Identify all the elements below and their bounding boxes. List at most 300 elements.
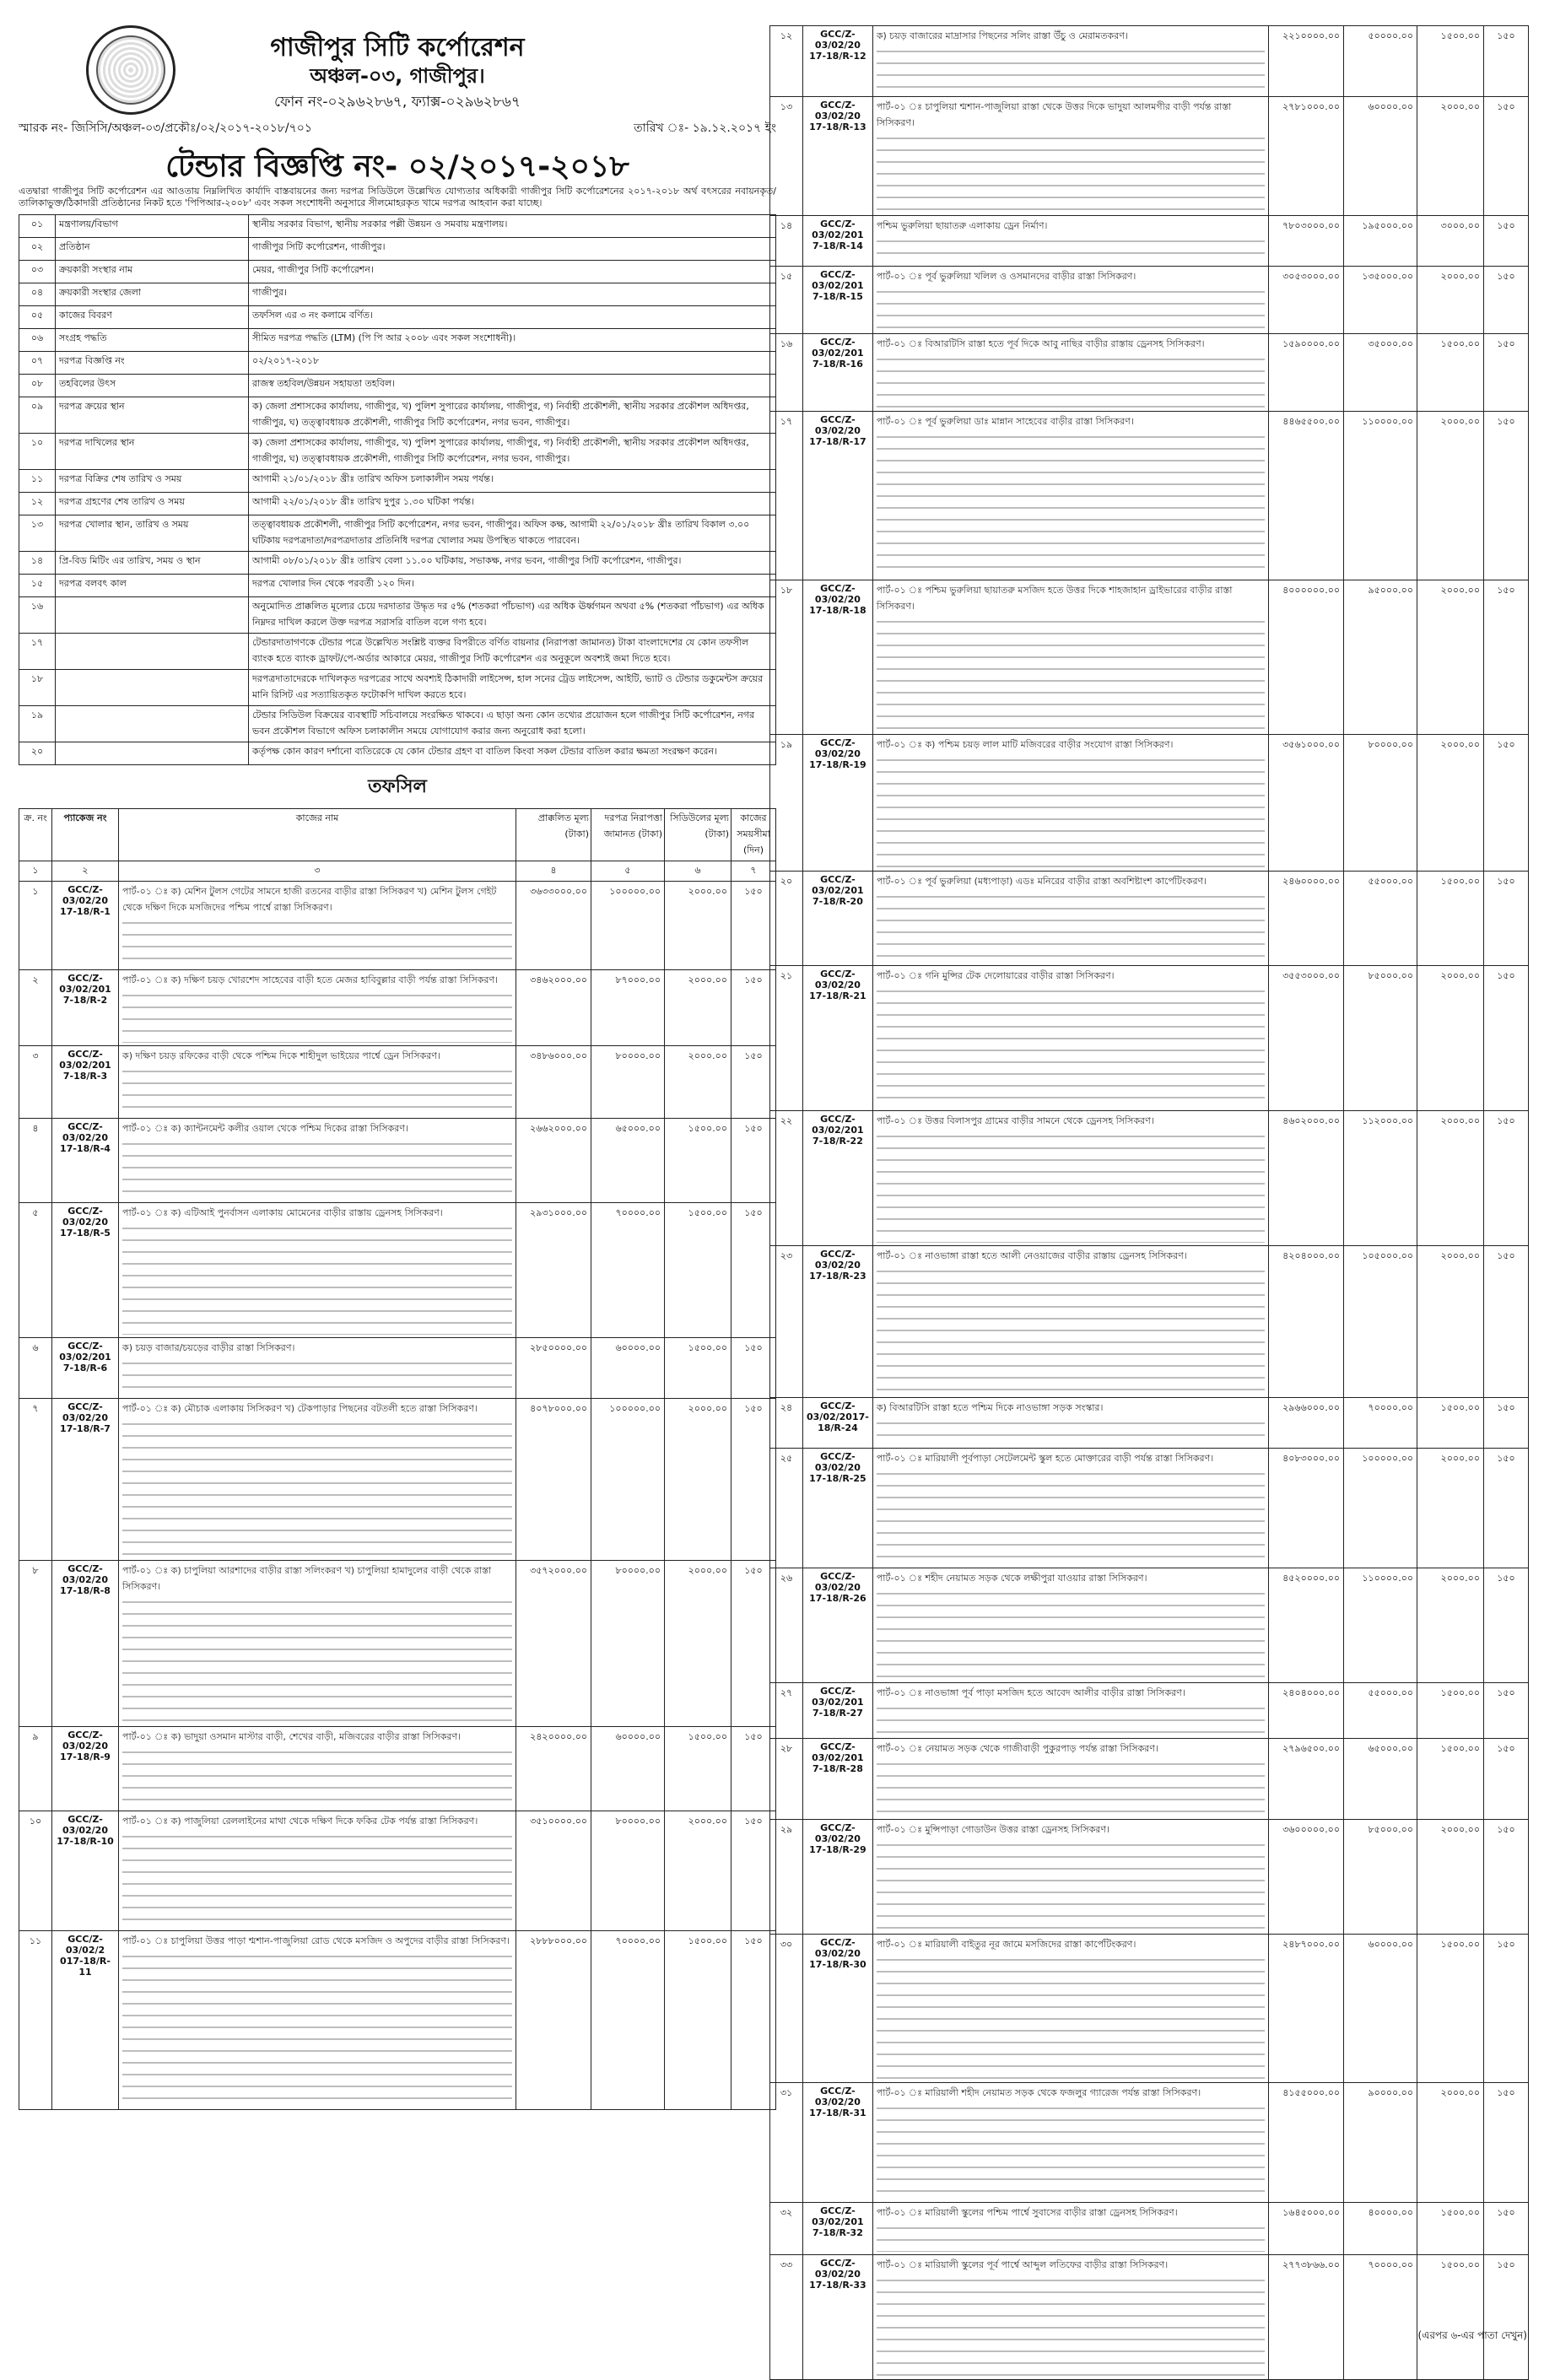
- work-description-cell: [119, 1119, 516, 1203]
- work-description-text: পার্ট-০১ ঃ নাওভাঙ্গা পূর্ব পাড়া মসজিদ হতে আবেদ আলীর বাড়ীর রাস্তা সিসিকরণ।: [876, 1687, 1185, 1698]
- estimated-cost-cell: ২৮৮৮০০০.০০: [516, 1931, 591, 2110]
- estimated-cost-cell: ২৭৯৬৫০০.০০: [1269, 1739, 1344, 1820]
- serial-cell: ৩৩: [770, 2255, 803, 2380]
- info-serial: ০৩: [19, 261, 56, 283]
- duration-cell: ১৫০: [1484, 1111, 1529, 1246]
- work-description-cell: [872, 1246, 1268, 1398]
- table-row: [770, 412, 1529, 580]
- estimated-cost-cell: ২৪৬০০০০.০০: [1269, 872, 1344, 966]
- work-description-cell: [119, 1046, 516, 1119]
- info-key: দরপত্র বলবৎ কাল: [56, 575, 249, 597]
- work-description-text: পার্ট-০১ ঃ পূর্ব ভুরুলিয়া (মধ্যপাড়া) এডঃ মনিরের বাড়ীর রাস্তা অবশিষ্টাংশ কার্পেটিংকরণ।: [876, 876, 1207, 887]
- estimated-cost-cell: ৩০৫৩০০০.০০: [1269, 267, 1344, 334]
- duration-cell: ১৫০: [732, 1811, 776, 1931]
- work-description-continuation: [122, 1222, 512, 1335]
- serial-cell: ৩২: [770, 2203, 803, 2255]
- duration-cell: ১৫০: [1484, 872, 1529, 966]
- security-deposit-cell: ৯০০০০.০০: [1344, 2083, 1417, 2203]
- security-deposit-cell: ৭০০০০.০০: [1344, 2255, 1417, 2380]
- colnum: ১: [19, 861, 52, 882]
- package-no-cell: GCC/Z-03/02/20 17-18/R-29: [803, 1820, 873, 1935]
- info-serial: ০৮: [19, 375, 56, 397]
- duration-cell: ১৫০: [732, 1046, 776, 1119]
- work-description-cell: [872, 267, 1268, 334]
- info-value: কর্তৃপক্ষ কোন কারণ দর্শানো ব্যতিরেকে যে কোন টেন্ডার গ্রহণ বা বাতিল কিংবা সকল টেন্ডার বাতিল করার ক্ষমতা সংরক্ষণ করেন।: [249, 742, 776, 765]
- security-deposit-cell: ৭০০০০.০০: [591, 1203, 665, 1338]
- info-row: [19, 706, 776, 742]
- work-description-cell: [119, 1203, 516, 1338]
- package-no-cell: GCC/Z-03/02/20 17-18/R-8: [52, 1561, 119, 1727]
- work-description-cell: [872, 2083, 1268, 2203]
- serial-cell: ২১: [770, 966, 803, 1111]
- info-value: দরপত্রদাতাদেরকে দাখিলকৃত দরপত্রের সাথে অবশ্যই ঠিকাদারী লাইসেন্স, হাল সনের ট্রেড লাইসেন্স, আইটি, ভ্যাট ও টেন্ডার ডকুমেন্টস ক্রয়ের মানি রিসিট এর সত্যায়িতকৃত ফটোকপি দাখিল করতে হবে।: [249, 670, 776, 706]
- info-row: [19, 329, 776, 352]
- work-description-continuation: [877, 132, 1265, 213]
- schedule-price-cell: ২০০০.০০: [1417, 97, 1484, 216]
- zone-name: অঞ্চল-০৩, গাজীপুর।: [310, 64, 485, 88]
- schedule-price-cell: ২০০০.০০: [1417, 1449, 1484, 1568]
- security-deposit-cell: ৫০০০০.০০: [1344, 26, 1417, 97]
- security-deposit-cell: ৬৫০০০.০০: [1344, 1739, 1417, 1820]
- table-row: [770, 2083, 1529, 2203]
- header-package: প্যাকেজ নং: [52, 809, 119, 861]
- table-row: [770, 580, 1529, 735]
- security-deposit-cell: ১০০০০০.০০: [591, 882, 665, 970]
- schedule-price-cell: ১৫০০.০০: [665, 1727, 732, 1811]
- work-description-text: পার্ট-০১ ঃ ক) মেশিন টুলস গেটের সামনে হাজী রতনের বাড়ীর রাস্তা সিসিকরণ খ) মেশিন টুলস গেইট থেকে দক্ষিণ দিকে মসজিদের পশ্চিম পার্শ্বে রাস্তা সিসিকরণ।: [122, 886, 497, 913]
- package-no-cell: GCC/Z-03/02/201 7-18/R-16: [803, 334, 873, 412]
- schedule-price-cell: ১৫০০.০০: [1417, 334, 1484, 412]
- info-row: [19, 375, 776, 397]
- duration-cell: ১৫০: [732, 1338, 776, 1399]
- table-row: [770, 735, 1529, 872]
- info-key: [56, 597, 249, 634]
- table-row: [770, 872, 1529, 966]
- security-deposit-cell: ৭০০০০.০০: [1344, 1398, 1417, 1449]
- work-description-cell: [872, 2255, 1268, 2380]
- estimated-cost-cell: ৩৬৩৩০০০.০০: [516, 882, 591, 970]
- info-row: [19, 742, 776, 765]
- schedule-price-cell: ২০০০.০০: [1417, 735, 1484, 872]
- info-row: [19, 575, 776, 597]
- info-value: মেয়র, গাজীপুর সিটি কর্পোরেশন।: [249, 261, 776, 283]
- info-value: আগামী ০৮/০১/২০১৮ খ্রীঃ তারিখ বেলা ১১.০০ ঘটিকায়, সভাকক্ষ, নগর ভবন, গাজীপুর সিটি কর্পোরেশন, গাজীপুর।: [249, 552, 776, 575]
- work-description-continuation: [877, 985, 1265, 1108]
- work-description-cell: [872, 1683, 1268, 1739]
- estimated-cost-cell: ৪০৭৮০০০.০০: [516, 1399, 591, 1561]
- info-key: তহবিলের উৎস: [56, 375, 249, 397]
- security-deposit-cell: ১১০০০০.০০: [1344, 1568, 1417, 1683]
- duration-cell: ১৫০: [1484, 1683, 1529, 1739]
- info-row: [19, 493, 776, 515]
- work-description-text: পার্ট-০১ ঃ পূর্ব ভুরুলিয়া ডাঃ মান্নান সাহেবের বাড়ীর রাস্তা সিসিকরণ।: [876, 416, 1134, 427]
- schedule-price-cell: ১৫০০.০০: [1417, 1739, 1484, 1820]
- info-value: তফসিল এর ৩ নং কলামে বর্ণিত।: [249, 306, 776, 329]
- table-row: [770, 26, 1529, 97]
- info-key: দরপত্র খোলার স্থান, তারিখ ও সময়: [56, 515, 249, 552]
- work-description-cell: [872, 334, 1268, 412]
- work-description-cell: [872, 1568, 1268, 1683]
- table-row: [19, 1338, 776, 1399]
- header-work-name: কাজের নাম: [119, 809, 516, 861]
- work-description-text: পার্ট-০১ ঃ মুন্সিপাড়া গোডাউন উত্তর রাস্তা ড্রেনসহ সিসিকরণ।: [876, 1824, 1109, 1835]
- info-key: সংগ্রহ পদ্ধতি: [56, 329, 249, 352]
- work-description-cell: [119, 1561, 516, 1727]
- info-row: [19, 597, 776, 634]
- duration-cell: ১৫০: [1484, 2255, 1529, 2380]
- work-description-continuation: [122, 1065, 512, 1115]
- work-description-cell: [872, 1398, 1268, 1449]
- info-serial: ১৫: [19, 575, 56, 597]
- work-description-text: পার্ট-০১ ঃ নাওভাঙ্গা রাস্তা হতে আলী নেওয়াজের বাড়ীর রাস্তায় ড্রেনসহ সিসিকরণ।: [876, 1250, 1187, 1261]
- security-deposit-cell: ৬০০০০.০০: [1344, 97, 1417, 216]
- work-description-cell: [119, 1338, 516, 1399]
- info-value: ক) জেলা প্রশাসকের কার্যালয়, গাজীপুর, খ) পুলিশ সুপারের কার্যালয়, গাজীপুর, গ) নির্বাহী প্রকৌশলী, স্থানীয় সরকার প্রকৌশল অধিদপ্তর, গাজীপুর, ঘ) তত্ত্বাবধায়ক প্রকৌশলী, গাজীপুর সিটি কর্পোরেশন, নগর ভবন, গাজীপুর।: [249, 434, 776, 470]
- duration-cell: ১৫০: [1484, 216, 1529, 267]
- work-description-continuation: [877, 285, 1265, 331]
- table-row: [19, 1811, 776, 1931]
- info-serial: ১৭: [19, 634, 56, 670]
- work-description-continuation: [122, 916, 512, 967]
- estimated-cost-cell: ২৭৭৩৮৬৬.০০: [1269, 2255, 1344, 2380]
- package-no-cell: GCC/Z-03/02/20 17-18/R-18: [803, 580, 873, 735]
- duration-cell: ১৫০: [732, 1931, 776, 2110]
- info-serial: ১৯: [19, 706, 56, 742]
- duration-cell: ১৫০: [1484, 267, 1529, 334]
- package-no-cell: GCC/Z-03/02/20 17-18/R-4: [52, 1119, 119, 1203]
- work-description-continuation: [877, 353, 1265, 408]
- work-description-continuation: [877, 1417, 1265, 1445]
- work-description-text: পার্ট-০১ ঃ পশ্চিম ভুরুলিয়া ছায়াতরু মসজিদ হতে উত্তর দিকে শাহজাহান ড্রাইভারের বাড়ীর রাস্তা সিসিকরণ।: [876, 585, 1233, 612]
- info-serial: ১৬: [19, 597, 56, 634]
- duration-cell: ১৫০: [1484, 1739, 1529, 1820]
- info-serial: ০৬: [19, 329, 56, 352]
- work-description-text: পার্ট-০১ ঃ মারিয়ালী বাইতুর নূর জামে মসজিদের রাস্তা কার্পেটিংকরণ।: [876, 1939, 1136, 1950]
- table-row: [770, 334, 1529, 412]
- info-value: সীমিত দরপত্র পদ্ধতি (LTM) (পি পি আর ২০০৮ এবং সকল সংশোধনী)।: [249, 329, 776, 352]
- serial-cell: ২০: [770, 872, 803, 966]
- left-column: [19, 25, 776, 2110]
- estimated-cost-cell: ৩৪৮৬০০০.০০: [516, 1046, 591, 1119]
- work-description-continuation: [877, 1467, 1265, 1565]
- serial-cell: ১৫: [770, 267, 803, 334]
- duration-cell: ১৫০: [732, 882, 776, 970]
- work-description-cell: [872, 735, 1268, 872]
- serial-cell: ৭: [19, 1399, 52, 1561]
- estimated-cost-cell: ৩৪৬২০০০.০০: [516, 970, 591, 1046]
- info-row: [19, 283, 776, 306]
- serial-cell: ২৬: [770, 1568, 803, 1683]
- work-description-continuation: [877, 1587, 1265, 1680]
- security-deposit-cell: ৬০০০০.০০: [591, 1338, 665, 1399]
- work-description-text: পার্ট-০১ ঃ পূর্ব ভুরুলিয়া খলিল ও ওসমানদের বাড়ীর রাস্তা সিসিকরণ।: [876, 271, 1136, 282]
- header-serial: ক্র. নং: [19, 809, 52, 861]
- schedule-price-cell: ১৫০০.০০: [665, 1203, 732, 1338]
- package-no-cell: GCC/Z-03/02/20 17-18/R-31: [803, 2083, 873, 2203]
- info-value: তত্ত্বাবধায়ক প্রকৌশলী, গাজীপুর সিটি কর্পোরেশন, নগর ভবন, গাজীপুর। অফিস কক্ষ, আগামী ২২/০১/২০১৮ খ্রীঃ তারিখ বিকাল ৩.০০ ঘটিকায় দরপত্রদাতা/দরপত্রদাতার প্রতিনিধি দরপত্র খোলার সময় উপস্থিত থাকতে পারবেন।: [249, 515, 776, 552]
- estimated-cost-cell: ২৯৩১০০০.০০: [516, 1203, 591, 1338]
- security-deposit-cell: ৭০০০০.০০: [591, 1931, 665, 2110]
- security-deposit-cell: ৮০০০০.০০: [591, 1561, 665, 1727]
- estimated-cost-cell: ৩৫৬১০০০.০০: [1269, 735, 1344, 872]
- security-deposit-cell: ৩৫০০০.০০: [1344, 334, 1417, 412]
- work-description-text: ক) দক্ষিণ চয়ড় রফিকের বাড়ী থেকে পশ্চিম দিকে শাহীদুল ভাইয়ের পার্শ্বে ড্রেন সিসিকরণ।: [122, 1050, 440, 1061]
- schedule-price-cell: ২০০০.০০: [1417, 1246, 1484, 1398]
- package-no-cell: GCC/Z-03/02/201 7-18/R-27: [803, 1683, 873, 1739]
- schedule-price-cell: ১৫০০.০০: [1417, 872, 1484, 966]
- package-no-cell: GCC/Z-03/02/2017-18/R-24: [803, 1398, 873, 1449]
- estimated-cost-cell: ২৪০৪০০০.০০: [1269, 1683, 1344, 1739]
- table-row: [19, 1561, 776, 1727]
- work-description-cell: [119, 1727, 516, 1811]
- work-description-text: পার্ট-০১ ঃ ক) ভাদুয়া ওসমান মাস্টার বাড়ী, শেখের বাড়ী, মজিবরের বাড়ীর রাস্তা সিসিকরণ।: [122, 1731, 462, 1742]
- work-description-continuation: [122, 1137, 512, 1200]
- duration-cell: ১৫০: [732, 1203, 776, 1338]
- package-no-cell: GCC/Z-03/02/20 17-18/R-21: [803, 966, 873, 1111]
- serial-cell: ২২: [770, 1111, 803, 1246]
- work-description-continuation: [122, 1746, 512, 1808]
- colnum: ৫: [591, 861, 665, 882]
- info-key: কাজের বিবরণ: [56, 306, 249, 329]
- duration-cell: ১৫০: [1484, 26, 1529, 97]
- work-description-text: পার্ট-০১ ঃ উত্তর বিলাসপুর গ্রামের বাড়ীর সামনে থেকে ড্রেনসহ সিসিকরণ।: [876, 1115, 1154, 1126]
- header-security-deposit: দরপত্র নিরাপত্তা জামানত (টাকা): [591, 809, 665, 861]
- duration-cell: ১৫০: [1484, 1449, 1529, 1568]
- work-description-text: পার্ট-০১ ঃ ক) এটিআই পুনর্বাসন এলাকায় মোমেনের বাড়ীর রাস্তায় ড্রেনসহ সিসিকরণ।: [122, 1207, 443, 1218]
- duration-cell: ১৫০: [732, 1727, 776, 1811]
- info-value: টেন্ডারদাতাগণকে টেন্ডার পত্রে উল্লেখিত সংশ্লিষ্ট ব্যক্তর বিপরীতে বর্ণিত বায়নার (নিরাপত্তা জামানত) টাকা বাংলাদেশের যে কোন তফসীল ব্যাংক হতে ব্যাংক ড্রাফট/পে-অর্ডার আকারে মেয়র, গাজীপুর সিটি কর্পোরেশন এর অনুকূলে অবশ্যই জমা দিতে হবে।: [249, 634, 776, 670]
- colnum: ৬: [665, 861, 732, 882]
- duration-cell: ১৫০: [1484, 412, 1529, 580]
- schedule-price-cell: ১৫০০.০০: [1417, 1398, 1484, 1449]
- serial-cell: ২৮: [770, 1739, 803, 1820]
- work-description-cell: [119, 1399, 516, 1561]
- table-row: [770, 1246, 1529, 1398]
- estimated-cost-cell: ৩৬০০০০০.০০: [1269, 1820, 1344, 1935]
- duration-cell: ১৫০: [1484, 334, 1529, 412]
- work-description-cell: [872, 580, 1268, 735]
- table-row: [770, 1820, 1529, 1935]
- schedule-price-cell: ১৫০০.০০: [1417, 26, 1484, 97]
- work-description-cell: [872, 1935, 1268, 2083]
- work-description-continuation: [122, 1595, 512, 1724]
- schedule-price-cell: ১৫০০.০০: [1417, 1683, 1484, 1739]
- package-no-cell: GCC/Z-03/02/20 17-18/R-19: [803, 735, 873, 872]
- estimated-cost-cell: ৪০৮৩০০০.০০: [1269, 1449, 1344, 1568]
- estimated-cost-cell: ৪৪৬৫৫০০.০০: [1269, 412, 1344, 580]
- serial-cell: ১২: [770, 26, 803, 97]
- column-number-row: [19, 861, 776, 882]
- info-value: ০২/২০১৭-২০১৮: [249, 352, 776, 375]
- table-row: [19, 1931, 776, 2110]
- package-no-cell: GCC/Z-03/02/2 017-18/R-11: [52, 1931, 119, 2110]
- table-row: [19, 1046, 776, 1119]
- security-deposit-cell: ১৩৫০০০.০০: [1344, 267, 1417, 334]
- security-deposit-cell: ১১২০০০.০০: [1344, 1111, 1417, 1246]
- duration-cell: ১৫০: [1484, 1935, 1529, 2083]
- work-description-cell: [119, 970, 516, 1046]
- info-row: [19, 352, 776, 375]
- estimated-cost-cell: ২২১০০০০.০০: [1269, 26, 1344, 97]
- work-description-continuation: [122, 1830, 512, 1928]
- duration-cell: ১৫০: [1484, 966, 1529, 1111]
- schedule-price-cell: ২০০০.০০: [1417, 580, 1484, 735]
- info-value: অনুমোদিত প্রাক্কলিত মূল্যের চেয়ে দরদাতার উদ্ধৃত দর ৫% (শতকরা পাঁচভাগ) এর অধিক ঊর্ধ্বগমন অথবা ৫% (শতকরা পাঁচভাগ) এর অধিক নিম্নদর দাখিল করলে উক্ত দরপত্র সরাসরি বাতিল বলে গণ্য হবে।: [249, 597, 776, 634]
- info-serial: ০৭: [19, 352, 56, 375]
- schedule-price-cell: ২০০০.০০: [1417, 1820, 1484, 1935]
- info-row: [19, 261, 776, 283]
- package-no-cell: GCC/Z-03/02/20 17-18/R-7: [52, 1399, 119, 1561]
- package-no-cell: GCC/Z-03/02/201 7-18/R-14: [803, 216, 873, 267]
- package-no-cell: GCC/Z-03/02/20 17-18/R-12: [803, 26, 873, 97]
- package-no-cell: GCC/Z-03/02/201 7-18/R-20: [803, 872, 873, 966]
- package-no-cell: GCC/Z-03/02/20 17-18/R-26: [803, 1568, 873, 1683]
- schedule-price-cell: ২০০০.০০: [665, 1811, 732, 1931]
- work-description-continuation: [877, 1757, 1265, 1816]
- work-description-cell: [872, 966, 1268, 1111]
- table-row: [19, 1399, 776, 1561]
- package-no-cell: GCC/Z-03/02/20 17-18/R-23: [803, 1246, 873, 1398]
- work-description-text: পার্ট-০১ ঃ ক) ক্যান্টনমেন্ট কলীর ওয়াল থেকে পশ্চিম দিকের রাস্তা সিসিকরণ।: [122, 1123, 408, 1134]
- package-no-cell: GCC/Z-03/02/201 7-18/R-32: [803, 2203, 873, 2255]
- table-row: [19, 1203, 776, 1338]
- estimated-cost-cell: ২৪৮৭০০০.০০: [1269, 1935, 1344, 2083]
- duration-cell: ১৫০: [732, 1119, 776, 1203]
- organization-name: গাজীপুর সিটি কর্পোরেশন: [270, 33, 525, 62]
- estimated-cost-cell: ২৯৬৬০০০.০০: [1269, 1398, 1344, 1449]
- work-description-text: পার্ট-০১ ঃ ক) পশ্চিম চয়ড় লাল মাটি মজিবরের বাড়ীর সংযোগ রাস্তা সিসিকরণ।: [876, 739, 1174, 750]
- serial-cell: ১৪: [770, 216, 803, 267]
- duration-cell: ১৫০: [1484, 735, 1529, 872]
- package-table-right: [769, 25, 1529, 2380]
- estimated-cost-cell: ২৮৫০০০০.০০: [516, 1338, 591, 1399]
- info-row: [19, 215, 776, 238]
- work-description-cell: [872, 1739, 1268, 1820]
- table-row: [770, 2255, 1529, 2380]
- info-row: [19, 552, 776, 575]
- table-row: [770, 1111, 1529, 1246]
- duration-cell: ১৫০: [1484, 2203, 1529, 2255]
- duration-cell: ১৫০: [1484, 580, 1529, 735]
- info-serial: ১২: [19, 493, 56, 515]
- work-description-cell: [872, 412, 1268, 580]
- estimated-cost-cell: ৭৮০৩০০০.০০: [1269, 216, 1344, 267]
- table-row: [770, 1568, 1529, 1683]
- schedule-price-cell: ২০০০.০০: [665, 1561, 732, 1727]
- security-deposit-cell: ১১০০০০.০০: [1344, 412, 1417, 580]
- serial-cell: ২৫: [770, 1449, 803, 1568]
- serial-cell: ৬: [19, 1338, 52, 1399]
- serial-cell: ৪: [19, 1119, 52, 1203]
- work-description-text: পার্ট-০১ ঃ ক) মৌচাক এলাকায় সিসিকরণ খ) টেকপাড়ার পিছনের বটতলী হতে রাস্তা সিসিকরণ।: [122, 1403, 478, 1414]
- info-key: প্রতিষ্ঠান: [56, 238, 249, 261]
- serial-cell: ৮: [19, 1561, 52, 1727]
- serial-cell: ৫: [19, 1203, 52, 1338]
- schedule-price-cell: ২০০০.০০: [1417, 2083, 1484, 2203]
- security-deposit-cell: ৮০০০০.০০: [591, 1046, 665, 1119]
- duration-cell: ১৫০: [732, 1561, 776, 1727]
- work-description-continuation: [877, 615, 1265, 731]
- work-description-cell: [872, 2203, 1268, 2255]
- serial-cell: ১: [19, 882, 52, 970]
- table-row: [770, 267, 1529, 334]
- duration-cell: ১৫০: [732, 1399, 776, 1561]
- table-header-row: [19, 809, 776, 861]
- schedule-price-cell: ২০০০.০০: [665, 1046, 732, 1119]
- package-no-cell: GCC/Z-03/02/20 17-18/R-25: [803, 1449, 873, 1568]
- duration-cell: ১৫০: [1484, 2083, 1529, 2203]
- package-no-cell: GCC/Z-03/02/201 7-18/R-15: [803, 267, 873, 334]
- work-description-cell: [872, 1111, 1268, 1246]
- estimated-cost-cell: ৩৫১০০০০.০০: [516, 1811, 591, 1931]
- right-column: [769, 25, 1529, 2380]
- work-description-text: পার্ট-০১ ঃ মারিয়ালী পূর্বপাড়া সেটেলমেন্ট স্কুল হতে মোক্তারের বাড়ী পর্যন্ত রাস্তা সিসিকরণ।: [876, 1453, 1214, 1464]
- work-description-continuation: [877, 1265, 1265, 1395]
- schedule-price-cell: ১৫০০.০০: [1417, 1935, 1484, 2083]
- work-description-text: পার্ট-০১ ঃ ক) পাজুলিয়া রেললাইনের মাথা থেকে দক্ষিণ দিকে ফকির টেক পর্যন্ত রাস্তা সিসিকরণ।: [122, 1816, 478, 1827]
- serial-cell: ১৬: [770, 334, 803, 412]
- work-description-continuation: [877, 890, 1265, 963]
- work-description-text: পার্ট-০১ ঃ ক) দক্ষিণ চয়ড় খোরশেদ সাহেবের বাড়ী হতে মেজর হাবিবুল্লার বাড়ী পর্যন্ত রাস্তা সিসিকরণ।: [122, 974, 499, 985]
- package-no-cell: GCC/Z-03/02/20 17-18/R-13: [803, 97, 873, 216]
- package-no-cell: GCC/Z-03/02/20 17-18/R-10: [52, 1811, 119, 1931]
- serial-cell: ২৭: [770, 1683, 803, 1739]
- package-no-cell: GCC/Z-03/02/201 7-18/R-3: [52, 1046, 119, 1119]
- work-description-continuation: [122, 1950, 512, 2107]
- info-table: [19, 214, 776, 765]
- work-description-continuation: [877, 2274, 1265, 2377]
- continued-note: (এরপর ৬-এর পাতা দেখুন): [1417, 2329, 1527, 2341]
- schedule-price-cell: ১৫০০.০০: [665, 1119, 732, 1203]
- table-row: [19, 1727, 776, 1811]
- package-no-cell: GCC/Z-03/02/201 7-18/R-2: [52, 970, 119, 1046]
- info-key: [56, 634, 249, 670]
- contact-line: ফোন নং-০২৯৬২৮৬৭, ফ্যাক্স-০২৯৬২৮৬৭: [274, 94, 521, 111]
- info-serial: ১১: [19, 470, 56, 493]
- schedule-title: তফসিল: [368, 776, 427, 797]
- notice-date: তারিখ ঃ- ১৯.১২.২০১৭ ইং: [634, 121, 776, 135]
- table-row: [19, 970, 776, 1046]
- security-deposit-cell: ১০০০০০.০০: [1344, 1449, 1417, 1568]
- serial-cell: ১৯: [770, 735, 803, 872]
- serial-cell: ২: [19, 970, 52, 1046]
- estimated-cost-cell: ৪৬০২০০০.০০: [1269, 1111, 1344, 1246]
- info-row: [19, 397, 776, 434]
- work-description-text: ক) চয়ড় বাজারের মাদ্রাসার পিছনের সলিং রাস্তা উঁচু ও মেরামতকরণ।: [876, 30, 1128, 41]
- work-description-text: পার্ট-০১ ঃ শহীদ নেয়ামত সড়ক থেকে লক্ষীপুরা যাওয়ার রাস্তা সিসিকরণ।: [876, 1573, 1147, 1584]
- colnum: ২: [52, 861, 119, 882]
- table-row: [19, 1119, 776, 1203]
- table-row: [770, 1935, 1529, 2083]
- info-key: ক্রয়কারী সংস্থার জেলা: [56, 283, 249, 306]
- table-row: [770, 1449, 1529, 1568]
- work-description-text: পার্ট-০১ ঃ ক) চাপুলিয়া আরশাদের বাড়ীর রাস্তা সলিংকরণ খ) চাপুলিয়া হামাদুলের বাড়ী থেকে রাস্তা সিসিকরণ।: [122, 1565, 492, 1592]
- estimated-cost-cell: ২৭৮১০০০.০০: [1269, 97, 1344, 216]
- estimated-cost-cell: ৪০০০০০০.০০: [1269, 580, 1344, 735]
- security-deposit-cell: ১০৫০০০.০০: [1344, 1246, 1417, 1398]
- header-schedule-price: সিডিউলের মূল্য (টাকা): [665, 809, 732, 861]
- schedule-price-cell: ১৫০০.০০: [665, 1338, 732, 1399]
- security-deposit-cell: ৮৭০০০.০০: [591, 970, 665, 1046]
- info-value: ক) জেলা প্রশাসকের কার্যালয়, গাজীপুর, খ) পুলিশ সুপারের কার্যালয়, গাজীপুর, গ) নির্বাহী প্রকৌশলী, স্থানীয় সরকার প্রকৌশল অধিদপ্তর, গাজীপুর, ঘ) তত্ত্বাবধায়ক প্রকৌশলী, গাজীপুর সিটি কর্পোরেশন, নগর ভবন, গাজীপুর।: [249, 397, 776, 434]
- work-description-continuation: [122, 1417, 512, 1557]
- colnum: ৭: [732, 861, 776, 882]
- package-no-cell: GCC/Z-03/02/20 17-18/R-9: [52, 1727, 119, 1811]
- schedule-price-cell: ৩০০০.০০: [1417, 216, 1484, 267]
- info-row: [19, 670, 776, 706]
- estimated-cost-cell: ২৪২০০০০.০০: [516, 1727, 591, 1811]
- schedule-price-cell: ২০০০.০০: [665, 1399, 732, 1561]
